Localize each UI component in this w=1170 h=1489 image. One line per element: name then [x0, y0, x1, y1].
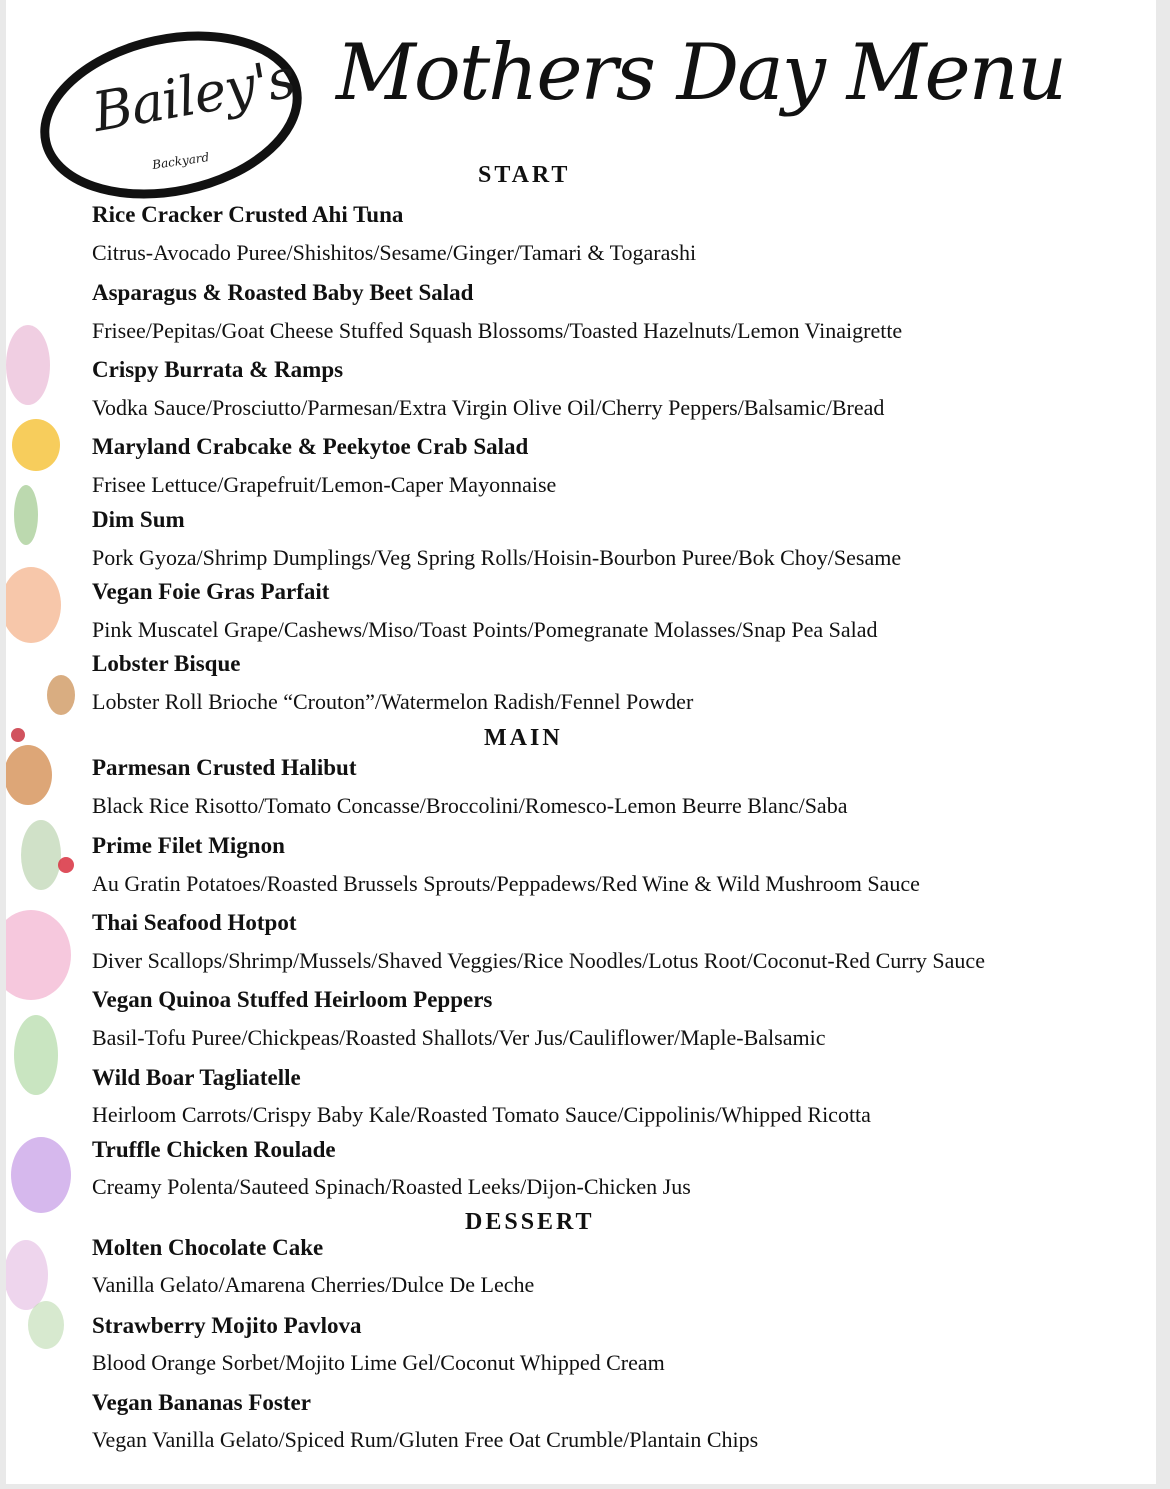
- menu-item-description: Creamy Polenta/Sauteed Spinach/Roasted Leeks/Dijon-Chicken Jus: [92, 1174, 691, 1199]
- menu-item-description: Blood Orange Sorbet/Mojito Lime Gel/Coconut Whipped Cream: [92, 1350, 665, 1375]
- menu-item-name: Prime Filet Mignon: [92, 833, 285, 858]
- menu-item-description: Frisee Lettuce/Grapefruit/Lemon-Caper Mayonnaise: [92, 472, 557, 497]
- section-heading-dessert: DESSERT: [465, 1209, 595, 1235]
- menu-title: Mothers Day Menu: [336, 28, 1066, 118]
- menu-item-description: Vodka Sauce/Prosciutto/Parmesan/Extra Virgin Olive Oil/Cherry Peppers/Balsamic/Bread: [92, 395, 885, 420]
- menu-item-name: Truffle Chicken Roulade: [92, 1137, 336, 1162]
- menu-item-name: Lobster Bisque: [92, 651, 241, 676]
- menu-item-description: Pork Gyoza/Shrimp Dumplings/Veg Spring Rolls/Hoisin-Bourbon Puree/Bok Choy/Sesame: [92, 545, 902, 570]
- section-heading-main: MAIN: [484, 725, 563, 751]
- menu-item-name: Crispy Burrata & Ramps: [92, 357, 344, 382]
- menu-item-description: Pink Muscatel Grape/Cashews/Miso/Toast Points/Pomegranate Molasses/Snap Pea Salad: [92, 617, 878, 642]
- menu-item-name: Vegan Quinoa Stuffed Heirloom Peppers: [92, 987, 493, 1012]
- baileys-logo: [36, 20, 306, 200]
- menu-item-name: Vegan Bananas Foster: [92, 1390, 311, 1415]
- menu-item-description: Vegan Vanilla Gelato/Spiced Rum/Gluten Free Oat Crumble/Plantain Chips: [92, 1427, 759, 1452]
- menu-item-description: Au Gratin Potatoes/Roasted Brussels Sprouts/Peppadews/Red Wine & Wild Mushroom Sauce: [92, 871, 920, 896]
- menu-item-description: Vanilla Gelato/Amarena Cherries/Dulce De Leche: [92, 1272, 535, 1297]
- menu-item-name: Parmesan Crusted Halibut: [92, 755, 357, 780]
- menu-item-name: Asparagus & Roasted Baby Beet Salad: [92, 280, 474, 305]
- logo-subtitle: Backyard: [151, 150, 211, 172]
- menu-page: [6, 0, 1156, 1484]
- menu-item-name: Molten Chocolate Cake: [92, 1235, 324, 1260]
- menu-item-name: Dim Sum: [92, 507, 185, 532]
- menu-item-name: Vegan Foie Gras Parfait: [92, 579, 330, 604]
- menu-item-description: Lobster Roll Brioche “Crouton”/Watermelon Radish/Fennel Powder: [92, 689, 694, 714]
- menu-item-name: Strawberry Mojito Pavlova: [92, 1313, 362, 1338]
- logo-name: Bailey's: [88, 46, 300, 145]
- menu-item-name: Rice Cracker Crusted Ahi Tuna: [92, 202, 404, 227]
- menu-item-description: Heirloom Carrots/Crispy Baby Kale/Roasted Tomato Sauce/Cippolinis/Whipped Ricotta: [92, 1102, 871, 1127]
- menu-item-description: Frisee/Pepitas/Goat Cheese Stuffed Squash Blossoms/Toasted Hazelnuts/Lemon Vinaigrette: [92, 318, 903, 343]
- menu-item-description: Diver Scallops/Shrimp/Mussels/Shaved Veggies/Rice Noodles/Lotus Root/Coconut-Red Curry Sauce: [92, 948, 985, 973]
- menu-item-description: Citrus-Avocado Puree/Shishitos/Sesame/Ginger/Tamari & Togarashi: [92, 240, 697, 265]
- menu-item-description: Black Rice Risotto/Tomato Concasse/Broccolini/Romesco-Lemon Beurre Blanc/Saba: [92, 793, 848, 818]
- section-heading-start: START: [478, 162, 571, 188]
- menu-item-name: Maryland Crabcake & Peekytoe Crab Salad: [92, 434, 529, 459]
- floral-border-decoration: [6, 215, 86, 1365]
- menu-item-description: Basil-Tofu Puree/Chickpeas/Roasted Shallots/Ver Jus/Cauliflower/Maple-Balsamic: [92, 1025, 826, 1050]
- menu-item-name: Thai Seafood Hotpot: [92, 910, 297, 935]
- menu-item-name: Wild Boar Tagliatelle: [92, 1065, 301, 1090]
